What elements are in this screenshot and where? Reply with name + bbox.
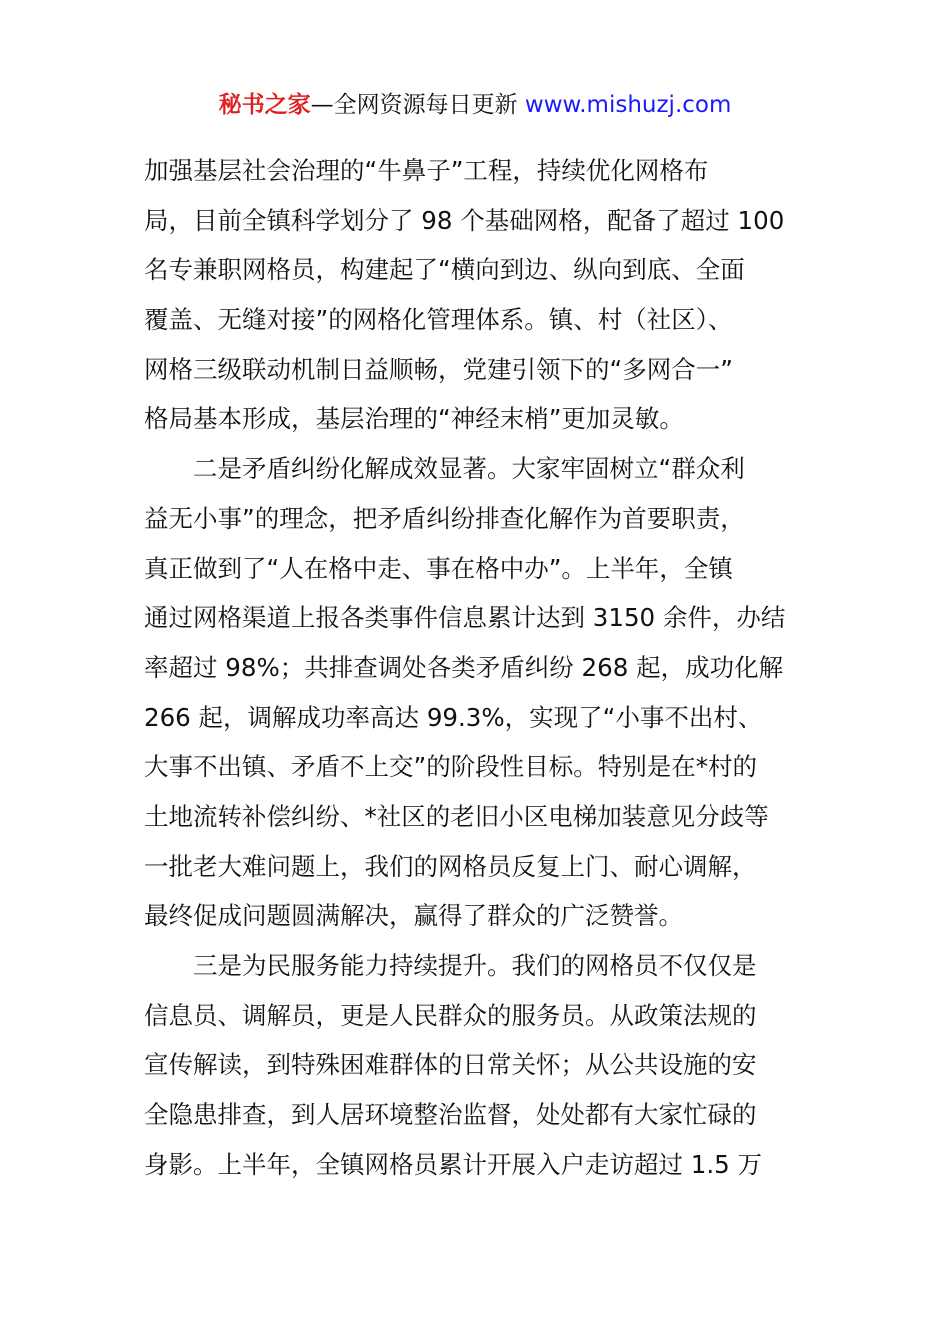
site-banner bbox=[0, 88, 950, 122]
text-line: 全隐患排查，到人居环境整治监督，处处都有大家忙碌的 bbox=[144, 1100, 757, 1130]
text-line: 大事不出镇、矛盾不上交”的阶段性目标。特别是在*村的 bbox=[144, 752, 757, 782]
site-url-link[interactable]: www.mishuzj.com bbox=[524, 92, 732, 118]
paragraph-public-service bbox=[144, 941, 809, 1189]
text-line: 覆盖、无缝对接”的网格化管理体系。镇、村（社区）、 bbox=[144, 305, 733, 335]
text-line: 信息员、调解员，更是人民群众的服务员。从政策法规的 bbox=[144, 1000, 757, 1030]
site-slogan: —全网资源每日更新 bbox=[310, 92, 525, 118]
text-line: 局，目前全镇科学划分了 98 个基础网格，配备了超过 100 bbox=[144, 205, 785, 235]
text-line: 最终促成问题圆满解决，赢得了群众的广泛赞誉。 bbox=[144, 901, 683, 931]
text-line: 网格三级联动机制日益顺畅，党建引领下的“多网合一” bbox=[144, 354, 733, 384]
text-line: 身影。上半年，全镇网格员累计开展入户走访超过 1.5 万 bbox=[144, 1149, 763, 1179]
text-line: 名专兼职网格员，构建起了“横向到边、纵向到底、全面 bbox=[144, 255, 745, 285]
article-body bbox=[144, 146, 809, 1189]
text-line: 率超过 98%；共排查调处各类矛盾纠纷 268 起，成功化解 bbox=[144, 652, 784, 682]
text-line: 宣传解读，到特殊困难群体的日常关怀；从公共设施的安 bbox=[144, 1050, 757, 1080]
site-brand-name: 秘书之家 bbox=[218, 92, 311, 118]
text-line: 真正做到了“人在格中走、事在格中办”。上半年，全镇 bbox=[144, 553, 733, 583]
text-line: 土地流转补偿纠纷、*社区的老旧小区电梯加装意见分歧等 bbox=[144, 801, 769, 831]
text-line: 二是矛盾纠纷化解成效显著。大家牢固树立“群众利 bbox=[193, 454, 745, 484]
text-line: 通过网格渠道上报各类事件信息累计达到 3150 余件，办结 bbox=[144, 603, 786, 633]
text-line: 266 起，调解成功率高达 99.3%，实现了“小事不出村、 bbox=[144, 702, 763, 732]
text-line: 加强基层社会治理的“牛鼻子”工程，持续优化网格布 bbox=[144, 156, 709, 185]
text-line: 一批老大难问题上，我们的网格员反复上门、耐心调解， bbox=[144, 851, 757, 881]
text-line: 益无小事”的理念，把矛盾纠纷排查化解作为首要职责， bbox=[144, 503, 745, 533]
paragraph-dispute-resolution bbox=[144, 444, 809, 941]
text-line: 三是为民服务能力持续提升。我们的网格员不仅仅是 bbox=[193, 951, 757, 980]
paragraph-grid-layout bbox=[144, 146, 809, 444]
text-line: 格局基本形成，基层治理的“神经末梢”更加灵敏。 bbox=[144, 404, 684, 434]
